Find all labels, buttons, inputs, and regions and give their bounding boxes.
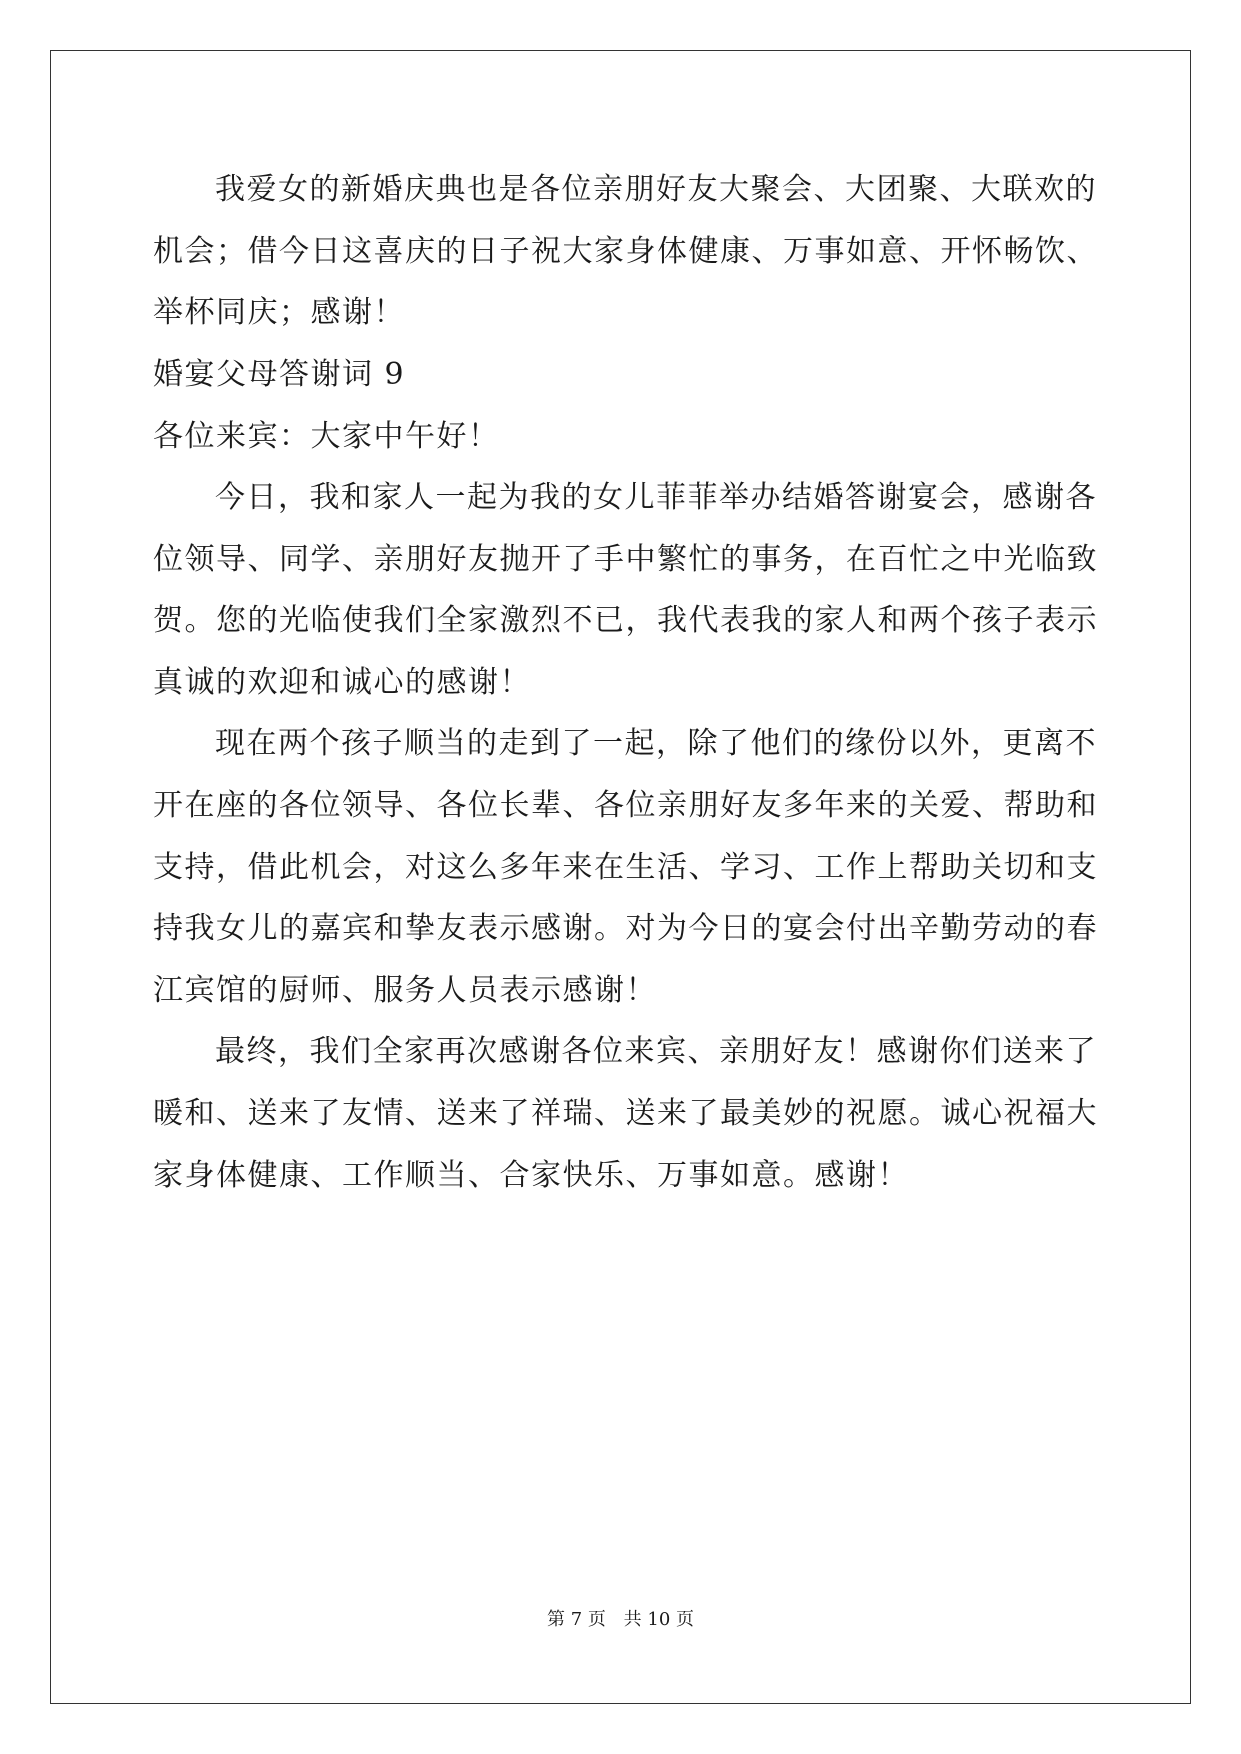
page-footer [0, 1607, 1241, 1633]
paragraph-line: 贺。您的光临使我们全家激烈不已，我代表我的家人和两个孩子表示 [153, 603, 1098, 638]
paragraph-line: 开在座的各位领导、各位长辈、各位亲朋好友多年来的关爱、帮助和 [153, 788, 1098, 823]
paragraph-line: 现在两个孩子顺当的走到了一起，除了他们的缘份以外，更离不 [215, 726, 1097, 761]
paragraph-line: 举杯同庆；感谢！ [153, 295, 405, 330]
paragraph-line: 机会；借今日这喜庆的日子祝大家身体健康、万事如意、开怀畅饮、 [153, 234, 1098, 269]
paragraph-line: 我爱女的新婚庆典也是各位亲朋好友大聚会、大团聚、大联欢的 [215, 172, 1097, 207]
paragraph-line: 真诚的欢迎和诚心的感谢！ [153, 665, 531, 700]
paragraph-line: 最终，我们全家再次感谢各位来宾、亲朋好友！感谢你们送来了 [215, 1034, 1097, 1069]
section-heading: 婚宴父母答谢词 9 [153, 357, 406, 392]
paragraph-line: 暖和、送来了友情、送来了祥瑞、送来了最美妙的祝愿。诚心祝福大 [153, 1096, 1098, 1131]
page-number-total: 共 10 页 [623, 1609, 694, 1630]
paragraph-line: 位领导、同学、亲朋好友抛开了手中繁忙的事务，在百忙之中光临致 [153, 542, 1098, 577]
salutation-line: 各位来宾：大家中午好！ [153, 419, 500, 454]
paragraph-line: 支持，借此机会，对这么多年来在生活、学习、工作上帮助关切和支 [153, 850, 1098, 885]
paragraph-line: 今日，我和家人一起为我的女儿菲菲举办结婚答谢宴会，感谢各 [215, 480, 1097, 515]
paragraph-line: 江宾馆的厨师、服务人员表示感谢！ [153, 973, 657, 1008]
page-number-current: 第 7 页 [547, 1609, 606, 1630]
paragraph-line: 持我女儿的嘉宾和挚友表示感谢。对为今日的宴会付出辛勤劳动的春 [153, 911, 1098, 946]
paragraph-line: 家身体健康、工作顺当、合家快乐、万事如意。感谢！ [153, 1158, 909, 1193]
